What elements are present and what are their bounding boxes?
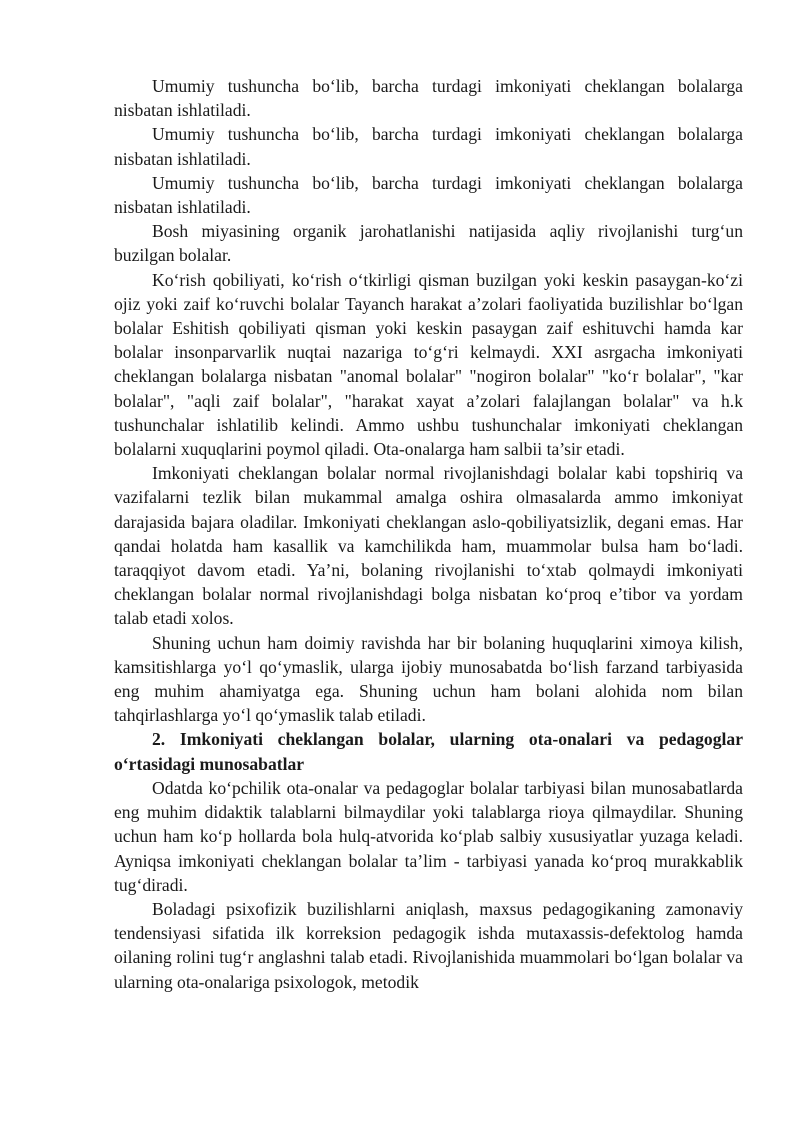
paragraph: Umumiy tushuncha bo‘lib, barcha turdagi imkoniyati cheklangan bolalarga nisbatan ishlatiladi. xyxy=(114,124,743,169)
paragraph: Odatda ko‘pchilik ota-onalar va pedagoglar bolalar tarbiyasi bilan munosabatlarda eng muhim didaktik talablarni bilmaydilar yoki talablarga rioya qilmaydilar. Shuning uchun ham ko‘p hollarda bola hulq-atvorida ko‘plab salbiy xususiyatlar yuzaga keladi. Ayniqsa imkoniyati cheklangan bolalar ta’lim - tarbiyasi yanada ko‘proq murakkablik tug‘diradi. xyxy=(114,777,743,895)
paragraph: Shuning uchun ham doimiy ravishda har bir bolaning huquqlarini ximoya kilish, kamsitishlarga yo‘l qo‘ymaslik, ularga ijobiy munosabatda bo‘lish farzand tarbiyasida eng muhim ahamiyatga ega. Shuning uchun ham bolani alohida nom bilan tahqirlashlarga yo‘l qo‘ymaslik talab etiladi. xyxy=(114,632,743,726)
paragraph: Umumiy tushuncha bo‘lib, barcha turdagi imkoniyati cheklangan bolalarga nisbatan ishlatiladi. xyxy=(114,76,743,121)
paragraph: Ko‘rish qobiliyati, ko‘rish o‘tkirligi qisman buzilgan yoki keskin pasaygan-ko‘zi ojiz yoki zaif ko‘ruvchi bolalar Tayanch harakat a’zolari faoliyatida buzilishlar bo‘lgan bolalar Eshitish qobiliyati qisman yoki keskin pasaygan zaif eshituvchi hamda kar bolalar insonparvarlik nuqtai nazariga to‘g‘ri kelmaydi. XXI asrgacha imkoniyati cheklangan bolalarga nisbatan "anomal bolalar" "nogiron bolalar" "ko‘r bolalar", "kar bolalar", "aqli zaif bolalar", "harakat xayat a’zolari falajlangan bolalar" va h.k tushunchalar ishlatilib kelindi. Ammo ushbu tushunchalar imkoniyati cheklangan bolalarni xuquqlarini poymol qiladi. Ota-onalarga ham salbii ta’sir etadi. xyxy=(114,269,743,460)
paragraph: Boladagi psixofizik buzilishlarni aniqlash, maxsus pedagogikaning zamonaviy tendensiyasi sifatida ilk korreksion pedagogik ishda mutaxassis-defektolog hamda oilaning rolini tug‘r anglashni talab etadi. Rivojlanishida muammolari bo‘lgan bolalar va ularning ota-onalariga psixologok, metodik xyxy=(114,898,743,992)
paragraph: Bosh miyasining organik jarohatlanishi natijasida aqliy rivojlanishi turg‘un buzilgan bolalar. xyxy=(114,221,743,266)
section-heading: 2. Imkoniyati cheklangan bolalar, ularning ota-onalari va pedagoglar o‘rtasidagi munosabatlar xyxy=(114,729,743,774)
paragraph: Umumiy tushuncha bo‘lib, barcha turdagi imkoniyati cheklangan bolalarga nisbatan ishlatiladi. xyxy=(114,172,743,218)
paragraph: Imkoniyati cheklangan bolalar normal rivojlanishdagi bolalar kabi topshiriq va vazifalarni tezlik bilan mukammal amalga oshira olmasalarda ammo imkoniyat darajasida bajara oladilar. Imkoniyati cheklangan aslo-qobiliyatsizlik, degani emas. Har qandai holatda ham kasallik va kamchilikda ham, muammolar bulsa ham bo‘ladi. taraqqiyot davom etadi. Ya’ni, bolaning rivojlanishi to‘xtab qolmaydi imkoniyati cheklangan bolalar normal rivojlanishdagi bolga nisbatan ko‘proq e’tibor va yordam talab etadi xolos. xyxy=(114,463,743,629)
